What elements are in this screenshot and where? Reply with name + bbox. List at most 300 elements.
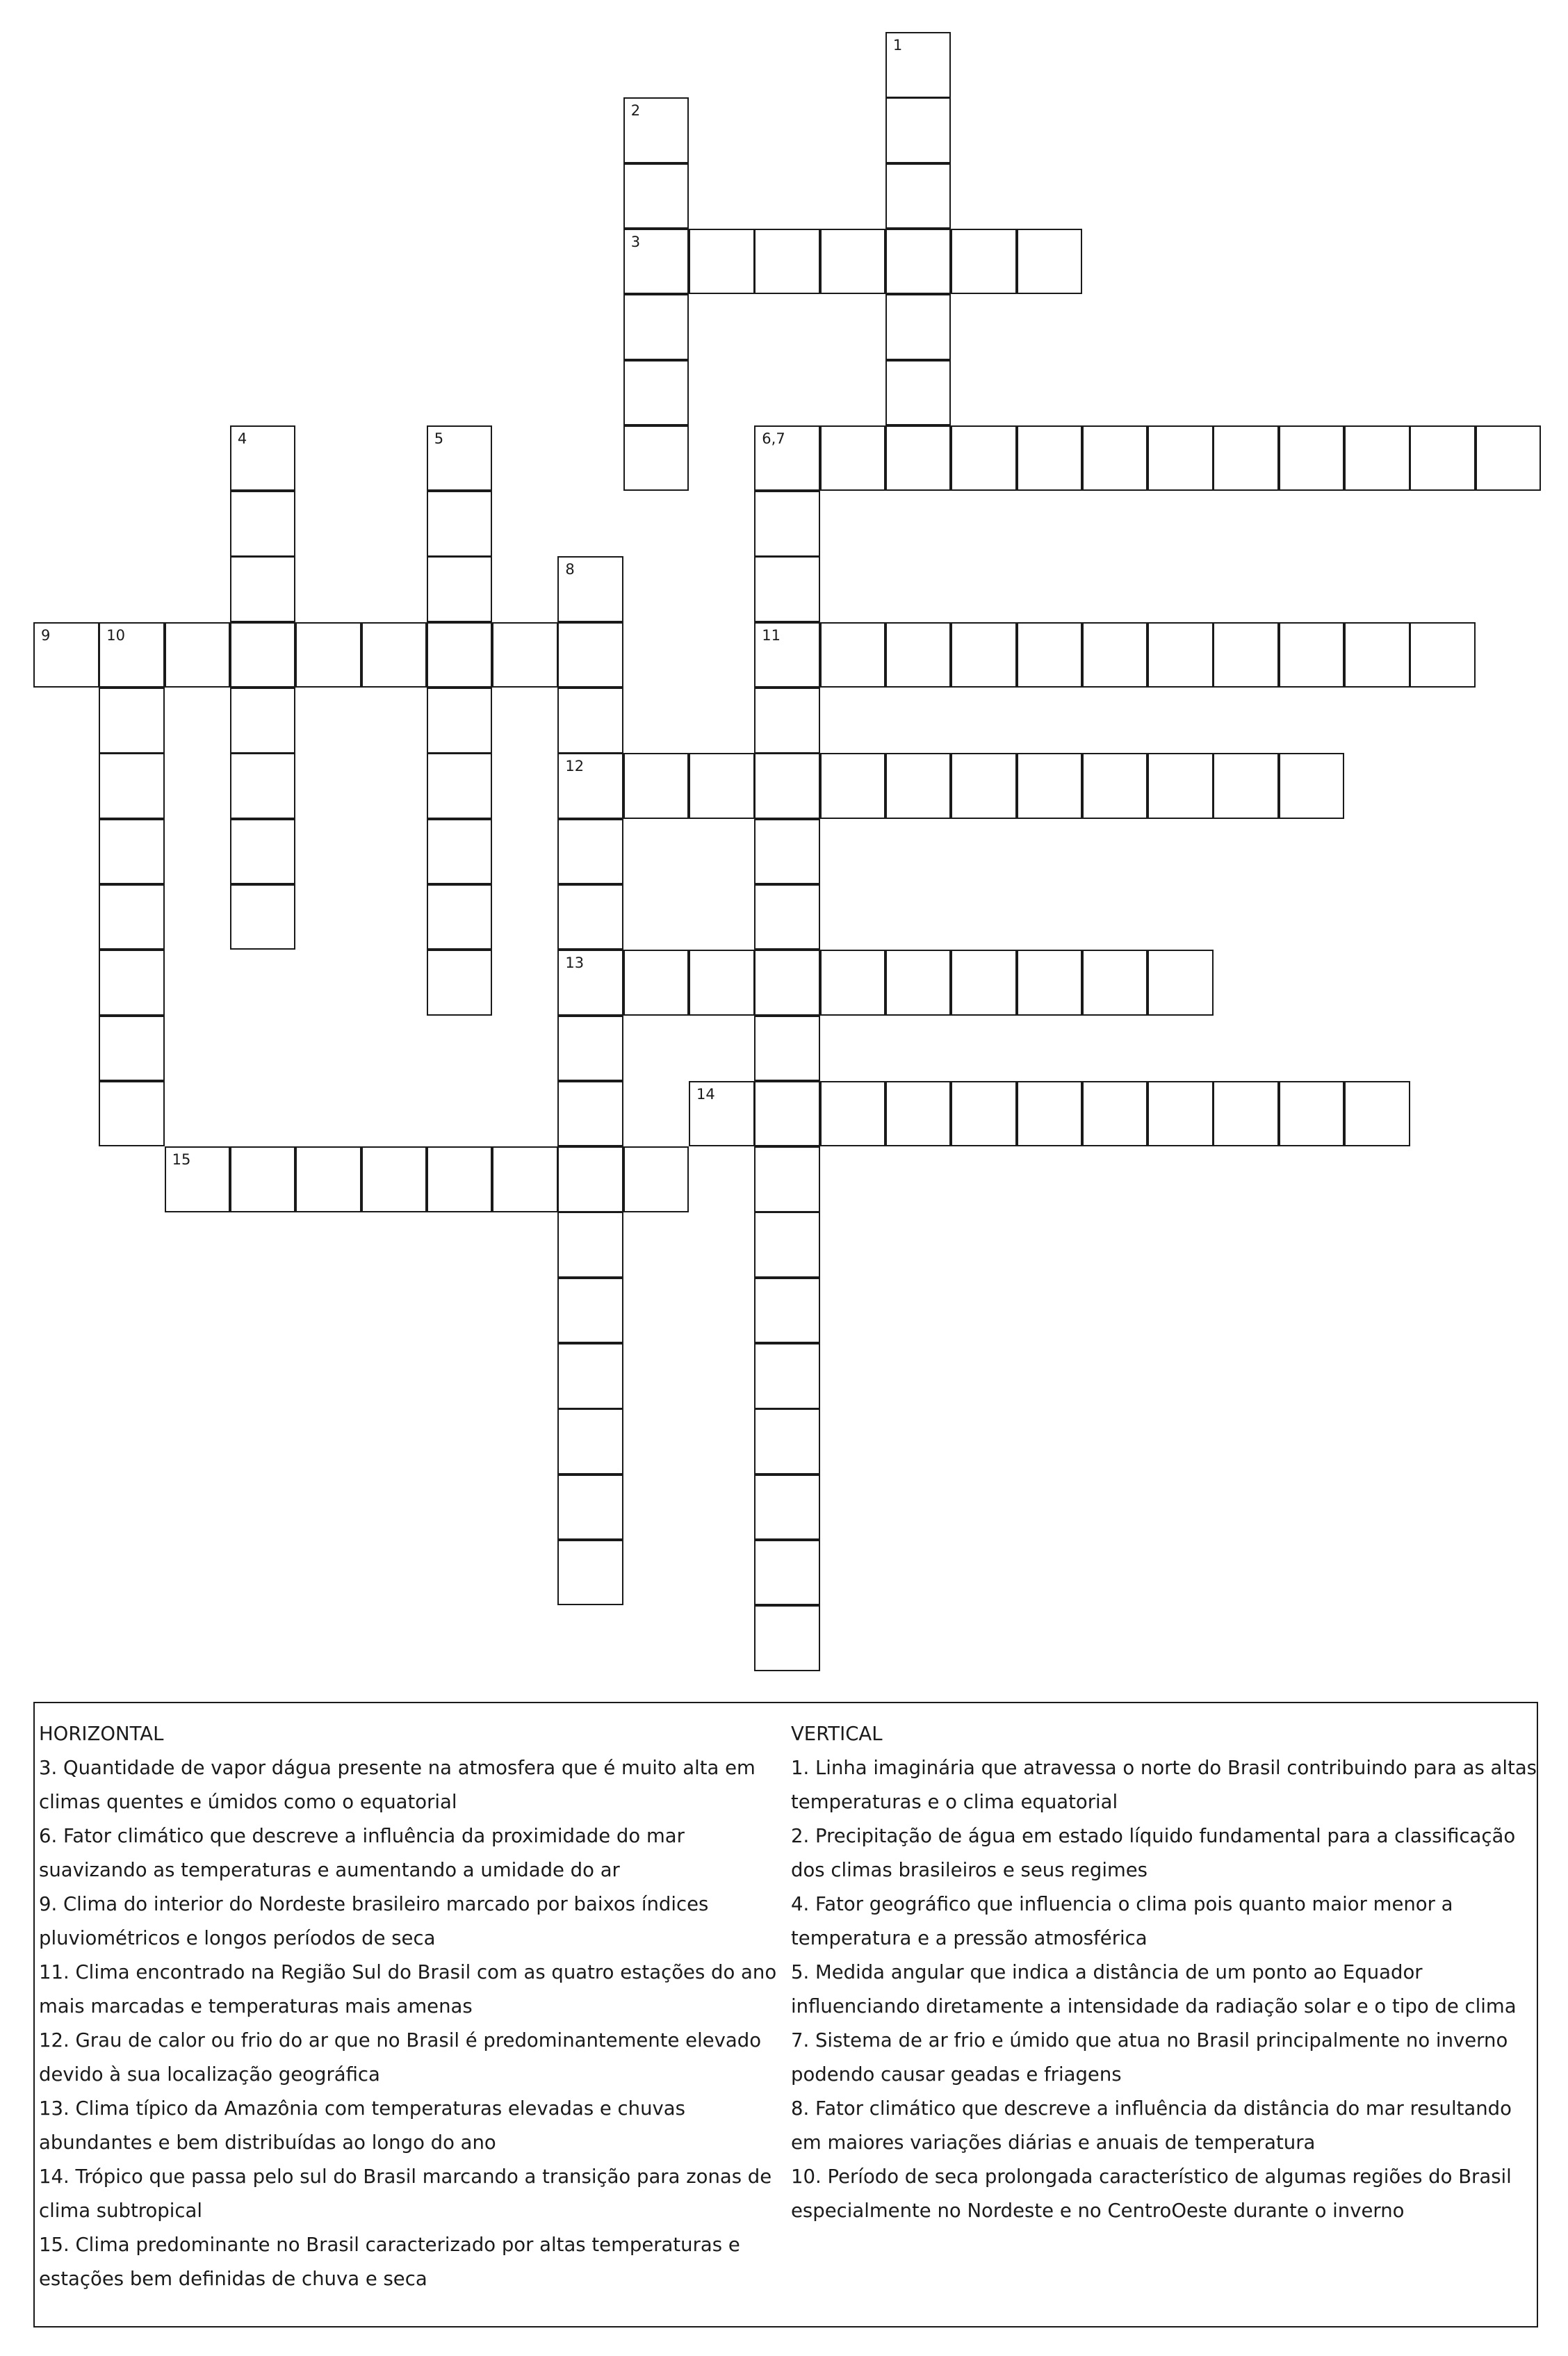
grid-cell[interactable] [230,425,296,491]
letter-input[interactable] [559,1410,622,1473]
grid-cell[interactable] [230,491,296,557]
letter-input[interactable] [428,624,491,687]
letter-input[interactable] [166,624,229,687]
letter-input[interactable] [297,1148,360,1211]
grid-cell[interactable] [754,688,820,754]
horizontal-clues [39,1717,790,2296]
letter-input[interactable] [952,754,1015,818]
grid-cell[interactable] [1213,425,1279,491]
grid-cell[interactable] [99,622,165,688]
grid-cell[interactable] [1213,753,1279,819]
grid-cell[interactable] [230,556,296,622]
letter-input[interactable] [822,951,885,1014]
letter-input[interactable] [822,1082,885,1146]
grid-cell[interactable] [820,229,886,295]
letter-input[interactable] [756,1279,819,1342]
grid-cell[interactable] [623,753,689,819]
grid-cell[interactable] [754,1343,820,1409]
letter-input[interactable] [887,1082,950,1146]
vertical-heading: VERTICAL [791,1723,883,1745]
letter-input[interactable] [559,1082,622,1146]
grid-cell[interactable] [885,229,952,295]
grid-cell[interactable] [951,1081,1017,1147]
letter-input[interactable] [231,427,295,490]
letter-input[interactable] [428,558,491,621]
horizontal-clue-15: 15. Clima predominante no Brasil caracterizado por altas temperaturas e estações bem definidas de chuva e seca [39,2234,740,2290]
letter-input[interactable] [1280,754,1344,818]
letter-input[interactable] [428,754,491,818]
letter-input[interactable] [100,951,163,1014]
grid-cell[interactable] [951,229,1017,295]
letter-input[interactable] [559,886,622,949]
grid-cell[interactable] [1017,622,1083,688]
grid-cell[interactable] [557,1540,623,1606]
vertical-clue-4: 4. Fator geográfico que influencia o clima pois quanto maior menor a temperatura e a pressão atmosférica [791,1893,1453,1949]
letter-input[interactable] [756,427,819,490]
vertical-clue-10: 10. Período de seca prolongada característico de algumas regiões do Brasil especialmente no Nordeste e no CentroOeste durante o inverno [791,2166,1512,2222]
grid-cell[interactable] [820,425,886,491]
grid-cell[interactable] [165,1146,231,1212]
letter-input[interactable] [559,558,622,621]
grid-cell[interactable] [99,950,165,1016]
horizontal-clue-14: 14. Trópico que passa pelo sul do Brasil marcando a transição para zonas de clima subtropical [39,2166,772,2222]
grid-cell[interactable] [623,97,689,163]
grid-cell[interactable] [557,1474,623,1541]
letter-input[interactable] [756,951,819,1014]
grid-cell[interactable] [1148,622,1214,688]
grid-cell[interactable] [754,1474,820,1541]
letter-input[interactable] [756,689,819,752]
grid-cell[interactable] [623,229,689,295]
clue-number: 8 [565,561,575,578]
letter-input[interactable] [756,558,819,621]
letter-input[interactable] [493,624,557,687]
letter-input[interactable] [887,361,950,425]
grid-cell[interactable] [557,819,623,885]
grid-cell[interactable] [1344,1081,1410,1147]
letter-input[interactable] [1214,754,1277,818]
letter-input[interactable] [559,1279,622,1342]
clue-number: 12 [565,758,585,775]
letter-input[interactable] [35,624,98,687]
grid-cell[interactable] [885,622,952,688]
grid-cell[interactable] [754,950,820,1016]
letter-input[interactable] [1149,1082,1212,1146]
grid-cell[interactable] [427,622,493,688]
letter-input[interactable] [1346,427,1409,490]
grid-cell[interactable] [557,753,623,819]
letter-input[interactable] [100,886,163,949]
letter-input[interactable] [428,886,491,949]
grid-cell[interactable] [361,1146,427,1212]
clue-number: 14 [696,1085,715,1103]
grid-cell[interactable] [623,425,689,491]
letter-input[interactable] [756,1148,819,1211]
letter-input[interactable] [1084,754,1147,818]
grid-cell[interactable] [754,1278,820,1344]
letter-input[interactable] [1084,951,1147,1014]
grid-cell[interactable] [885,97,952,163]
clue-number: 1 [892,37,903,54]
letter-input[interactable] [428,1148,491,1211]
grid-cell[interactable] [820,622,886,688]
letter-input[interactable] [756,1082,819,1146]
grid-cell[interactable] [99,1016,165,1082]
letter-input[interactable] [625,230,688,293]
grid-cell[interactable] [1279,753,1345,819]
grid-cell[interactable] [820,950,886,1016]
letter-input[interactable] [100,820,163,884]
letter-input[interactable] [1477,427,1540,490]
letter-input[interactable] [1149,951,1212,1014]
grid-cell[interactable] [557,688,623,754]
grid-cell[interactable] [689,1081,755,1147]
grid-cell[interactable] [623,950,689,1016]
grid-cell[interactable] [427,1146,493,1212]
letter-input[interactable] [756,1410,819,1473]
letter-input[interactable] [559,689,622,752]
letter-input[interactable] [690,754,753,818]
horizontal-clue-6: 6. Fator climático que descreve a influência da proximidade do mar suavizando as temperaturas e aumentando a umidade do ar [39,1825,685,1881]
letter-input[interactable] [625,754,688,818]
grid-cell[interactable] [557,1343,623,1409]
grid-cell[interactable] [427,688,493,754]
grid-cell[interactable] [885,32,952,98]
grid-cell[interactable] [1213,1081,1279,1147]
letter-input[interactable] [756,886,819,949]
grid-cell[interactable] [754,1605,820,1671]
letter-input[interactable] [1018,427,1081,490]
grid-cell[interactable] [427,425,493,491]
grid-cell[interactable] [1017,1081,1083,1147]
letter-input[interactable] [231,820,295,884]
grid-cell[interactable] [427,556,493,622]
grid-cell[interactable] [1344,622,1410,688]
vertical-clue-1: 1. Linha imaginária que atravessa o norte do Brasil contribuindo para as altas temperaturas e o clima equatorial [791,1757,1537,1813]
grid-cell[interactable] [557,884,623,950]
grid-cell[interactable] [754,425,820,491]
letter-input[interactable] [1411,624,1474,687]
grid-cell[interactable] [1148,753,1214,819]
letter-input[interactable] [756,1607,819,1670]
letter-input[interactable] [952,1082,1015,1146]
letter-input[interactable] [952,624,1015,687]
grid-cell[interactable] [230,884,296,950]
letter-input[interactable] [822,624,885,687]
grid-cell[interactable] [1082,950,1148,1016]
letter-input[interactable] [559,754,622,818]
letter-input[interactable] [231,886,295,949]
letter-input[interactable] [822,427,885,490]
grid-cell[interactable] [689,950,755,1016]
letter-input[interactable] [559,1476,622,1539]
letter-input[interactable] [756,492,819,555]
grid-cell[interactable] [557,1081,623,1147]
letter-input[interactable] [428,820,491,884]
grid-cell[interactable] [820,753,886,819]
grid-cell[interactable] [557,556,623,622]
grid-cell[interactable] [99,819,165,885]
letter-input[interactable] [559,820,622,884]
letter-input[interactable] [887,754,950,818]
grid-cell[interactable] [1148,1081,1214,1147]
grid-cell[interactable] [885,360,952,426]
grid-cell[interactable] [885,425,952,491]
letter-input[interactable] [756,1344,819,1408]
grid-cell[interactable] [427,491,493,557]
letter-input[interactable] [887,295,950,359]
letter-input[interactable] [1084,624,1147,687]
letter-input[interactable] [887,99,950,162]
grid-cell[interactable] [754,1146,820,1212]
letter-input[interactable] [363,624,426,687]
grid-cell[interactable] [557,622,623,688]
grid-cell[interactable] [1082,1081,1148,1147]
letter-input[interactable] [363,1148,426,1211]
clue-number: 10 [106,626,126,644]
letter-input[interactable] [559,1148,622,1211]
letter-input[interactable] [756,230,819,293]
horizontal-clue-3: 3. Quantidade de vapor dágua presente na atmosfera que é muito alta em climas quentes e úmidos como o equatorial [39,1757,756,1813]
grid-cell[interactable] [754,229,820,295]
clues-panel [33,1702,1538,2327]
letter-input[interactable] [625,295,688,359]
grid-cell[interactable] [557,1016,623,1082]
grid-cell[interactable] [230,688,296,754]
grid-cell[interactable] [1148,425,1214,491]
letter-input[interactable] [690,951,753,1014]
letter-input[interactable] [756,1541,819,1604]
grid-cell[interactable] [361,622,427,688]
letter-input[interactable] [428,427,491,490]
horizontal-clue-13: 13. Clima típico da Amazônia com temperaturas elevadas e chuvas abundantes e bem distribuídas ao longo do ano [39,2097,685,2154]
letter-input[interactable] [1280,427,1344,490]
letter-input[interactable] [1411,427,1474,490]
letter-input[interactable] [166,1148,229,1211]
grid-cell[interactable] [492,622,558,688]
grid-cell[interactable] [33,622,99,688]
grid-cell[interactable] [885,950,952,1016]
grid-cell[interactable] [754,1408,820,1474]
letter-input[interactable] [231,624,295,687]
grid-cell[interactable] [230,753,296,819]
grid-cell[interactable] [623,163,689,229]
letter-input[interactable] [297,624,360,687]
letter-input[interactable] [1084,427,1147,490]
grid-cell[interactable] [1017,950,1083,1016]
letter-input[interactable] [559,624,622,687]
letter-input[interactable] [690,230,753,293]
grid-cell[interactable] [557,1212,623,1278]
grid-cell[interactable] [1017,753,1083,819]
letter-input[interactable] [756,624,819,687]
grid-cell[interactable] [557,950,623,1016]
vertical-clue-2: 2. Precipitação de água em estado líquido fundamental para a classificação dos climas brasileiros e seus regimes [791,1825,1516,1881]
letter-input[interactable] [1214,427,1277,490]
letter-input[interactable] [625,1148,688,1211]
letter-input[interactable] [1018,1082,1081,1146]
letter-input[interactable] [625,99,688,162]
grid-cell[interactable] [885,1081,952,1147]
letter-input[interactable] [625,361,688,425]
grid-cell[interactable] [1017,425,1083,491]
grid-cell[interactable] [623,1146,689,1212]
grid-cell[interactable] [754,622,820,688]
grid-cell[interactable] [754,819,820,885]
grid-cell[interactable] [1344,425,1410,491]
grid-cell[interactable] [99,753,165,819]
letter-input[interactable] [887,165,950,228]
clue-number: 11 [762,626,781,644]
grid-cell[interactable] [951,622,1017,688]
letter-input[interactable] [559,1017,622,1080]
letter-input[interactable] [887,33,950,97]
grid-cell[interactable] [754,1081,820,1147]
letter-input[interactable] [559,1344,622,1408]
letter-input[interactable] [428,689,491,752]
grid-cell[interactable] [754,1016,820,1082]
grid-cell[interactable] [1410,622,1476,688]
grid-cell[interactable] [99,688,165,754]
grid-cell[interactable] [427,753,493,819]
letter-input[interactable] [952,951,1015,1014]
letter-input[interactable] [231,1148,295,1211]
letter-input[interactable] [756,1213,819,1276]
horizontal-heading: HORIZONTAL [39,1723,164,1745]
horizontal-clue-9: 9. Clima do interior do Nordeste brasileiro marcado por baixos índices pluviométricos e longos períodos de seca [39,1893,709,1949]
letter-input[interactable] [231,754,295,818]
letter-input[interactable] [625,165,688,228]
grid-cell[interactable] [1148,950,1214,1016]
letter-input[interactable] [100,754,163,818]
grid-cell[interactable] [295,622,361,688]
letter-input[interactable] [952,427,1015,490]
grid-cell[interactable] [427,884,493,950]
grid-cell[interactable] [230,819,296,885]
letter-input[interactable] [559,951,622,1014]
letter-input[interactable] [1149,427,1212,490]
letter-input[interactable] [690,1082,753,1146]
grid-cell[interactable] [230,622,296,688]
grid-cell[interactable] [165,622,231,688]
letter-input[interactable] [1346,624,1409,687]
letter-input[interactable] [822,230,885,293]
letter-input[interactable] [952,230,1015,293]
grid-cell[interactable] [951,950,1017,1016]
grid-cell[interactable] [885,163,952,229]
grid-cell[interactable] [754,556,820,622]
grid-cell[interactable] [99,884,165,950]
letter-input[interactable] [1280,1082,1344,1146]
grid-cell[interactable] [885,294,952,360]
grid-cell[interactable] [557,1278,623,1344]
grid-cell[interactable] [427,950,493,1016]
clue-number: 13 [565,954,585,972]
grid-cell[interactable] [1279,1081,1345,1147]
grid-cell[interactable] [1082,622,1148,688]
grid-cell[interactable] [623,360,689,426]
letter-input[interactable] [1084,1082,1147,1146]
letter-input[interactable] [428,492,491,555]
grid-cell[interactable] [689,753,755,819]
letter-input[interactable] [1214,1082,1277,1146]
letter-input[interactable] [1149,624,1212,687]
letter-input[interactable] [756,754,819,818]
grid-cell[interactable] [820,1081,886,1147]
grid-cell[interactable] [230,1146,296,1212]
grid-cell[interactable] [623,294,689,360]
grid-cell[interactable] [1279,425,1345,491]
letter-input[interactable] [493,1148,557,1211]
grid-cell[interactable] [754,491,820,557]
grid-cell[interactable] [557,1408,623,1474]
letter-input[interactable] [100,624,163,687]
letter-input[interactable] [625,951,688,1014]
grid-cell[interactable] [1213,622,1279,688]
letter-input[interactable] [1018,951,1081,1014]
grid-cell[interactable] [689,229,755,295]
letter-input[interactable] [428,951,491,1014]
letter-input[interactable] [1018,754,1081,818]
letter-input[interactable] [100,1017,163,1080]
clue-number: 15 [172,1151,191,1169]
letter-input[interactable] [1214,624,1277,687]
letter-input[interactable] [887,624,950,687]
letter-input[interactable] [559,1541,622,1604]
letter-input[interactable] [1346,1082,1409,1146]
letter-input[interactable] [887,230,950,293]
grid-cell[interactable] [99,1081,165,1147]
letter-input[interactable] [231,689,295,752]
letter-input[interactable] [559,1213,622,1276]
grid-cell[interactable] [951,753,1017,819]
grid-cell[interactable] [1082,753,1148,819]
grid-cell[interactable] [754,753,820,819]
letter-input[interactable] [1018,624,1081,687]
letter-input[interactable] [756,820,819,884]
letter-input[interactable] [100,689,163,752]
letter-input[interactable] [231,558,295,621]
grid-cell[interactable] [295,1146,361,1212]
grid-cell[interactable] [1476,425,1542,491]
grid-cell[interactable] [1410,425,1476,491]
grid-cell[interactable] [754,884,820,950]
grid-cell[interactable] [1082,425,1148,491]
grid-cell[interactable] [1279,622,1345,688]
grid-cell[interactable] [427,819,493,885]
clue-number: 3 [630,233,641,250]
grid-cell[interactable] [557,1146,623,1212]
letter-input[interactable] [887,951,950,1014]
letter-input[interactable] [1280,624,1344,687]
letter-input[interactable] [887,427,950,490]
letter-input[interactable] [231,492,295,555]
letter-input[interactable] [625,427,688,490]
letter-input[interactable] [756,1476,819,1539]
letter-input[interactable] [822,754,885,818]
grid-cell[interactable] [754,1540,820,1606]
vertical-clue-7: 7. Sistema de ar frio e úmido que atua no Brasil principalmente no inverno podendo causar geadas e friagens [791,2029,1508,2086]
grid-cell[interactable] [492,1146,558,1212]
letter-input[interactable] [100,1082,163,1146]
grid-cell[interactable] [1017,229,1083,295]
letter-input[interactable] [756,1017,819,1080]
grid-cell[interactable] [885,753,952,819]
grid-cell[interactable] [951,425,1017,491]
letter-input[interactable] [1018,230,1081,293]
grid-cell[interactable] [754,1212,820,1278]
letter-input[interactable] [1149,754,1212,818]
